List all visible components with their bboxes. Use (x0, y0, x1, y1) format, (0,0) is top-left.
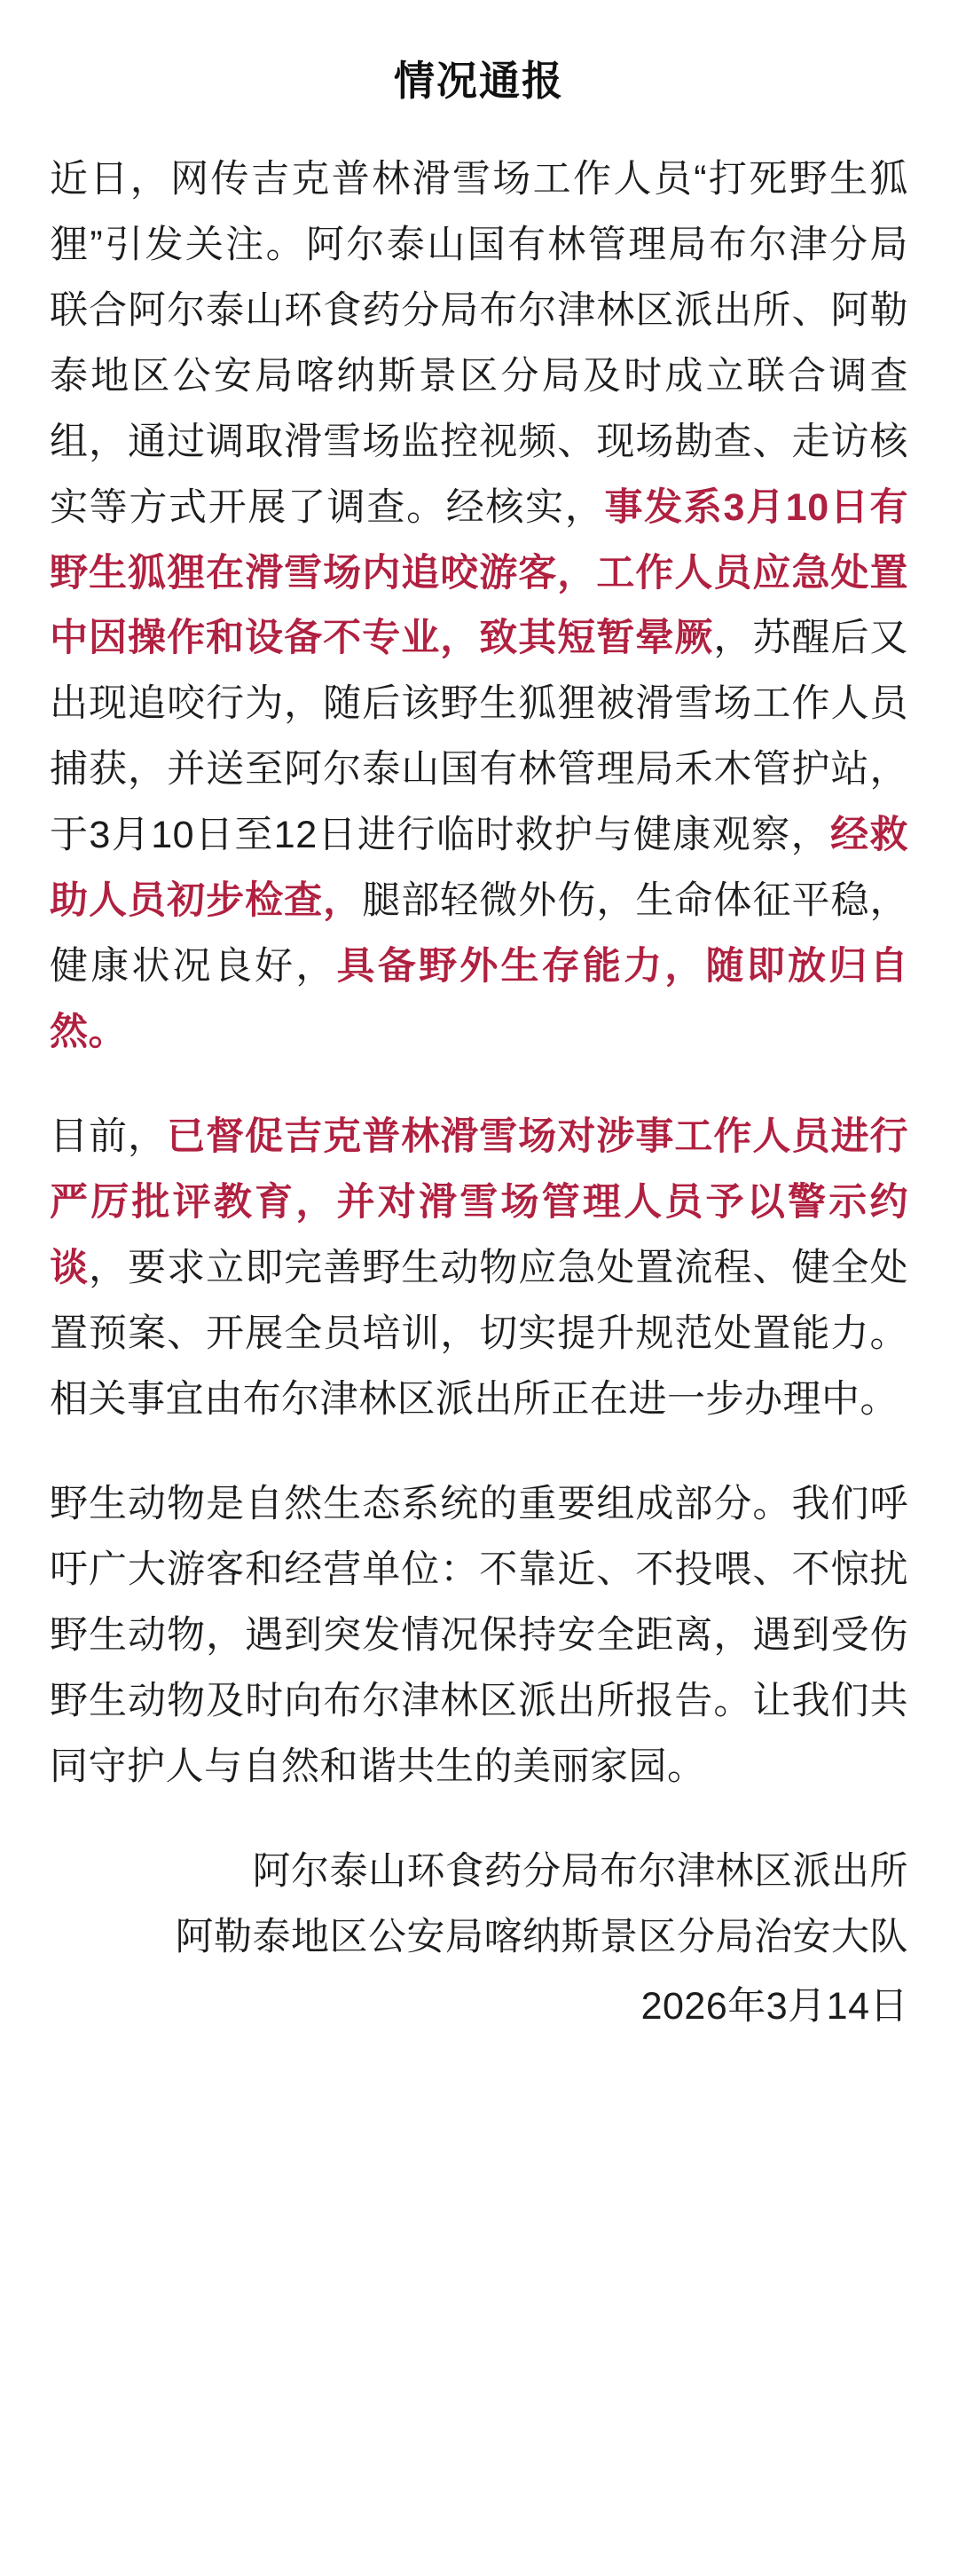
signature (50, 1839, 908, 2040)
text-run: 近日，网传吉克普林滑雪场工作人员“打死野生狐狸”引发关注。阿尔泰山国有林管理局布尔津分局联合阿尔泰山环食药分局布尔津林区派出所、阿勒泰地区公安局喀纳斯景区分局及时成立联合调查组，通过调取滑雪场监控视频、现场勘查、走访核实等方式开展了调查。经核实， (50, 157, 908, 529)
signature-line-1: 阿尔泰山环食药分局布尔津林区派出所 (252, 1849, 908, 1893)
signature-date: 2026年3月14日 (640, 1984, 908, 2028)
highlighted-text-run: 经救助人员初步检查， (50, 814, 909, 923)
text-run: 腿部轻微外伤，生命体征平稳，健康状况良好， (50, 879, 909, 989)
paragraph-3 (50, 1472, 908, 1800)
paragraph-1 (50, 147, 908, 1066)
text-run: 目前， (50, 1115, 168, 1159)
text-run: ，要求立即完善野生动物应急处置流程、健全处置预案、开展全员培训，切实提升规范处置能力。相关事宜由布尔津林区派出所正在进一步办理中。 (50, 1247, 909, 1421)
page-title: 情况通报 (394, 58, 564, 104)
highlighted-text-run: 事发系3月10日有野生狐狸在滑雪场内追咬游客，工作人员应急处置中因操作和设备不专业，致其短暂晕厥 (50, 485, 908, 660)
text-run: ，苏醒后又出现追咬行为，随后该野生狐狸被滑雪场工作人员捕获，并送至阿尔泰山国有林管理局禾木管护站，于3月10日至12日进行临时救护与健康观察， (50, 617, 909, 857)
signature-line-2: 阿勒泰地区公安局喀纳斯景区分局治安大队 (175, 1915, 908, 1958)
bottom-spacer (50, 2040, 908, 2067)
highlighted-text-run: 具备野外生存能力，随即放归自然。 (50, 945, 909, 1054)
text-run: 野生动物是自然生态系统的重要组成部分。我们呼吁广大游客和经营单位：不靠近、不投喂、不惊扰野生动物，遇到突发情况保持安全距离，遇到受伤野生动物及时向布尔津林区派出所报告。让我们共同守护人与自然和谐共生的美丽家园。 (50, 1482, 908, 1788)
highlighted-text-run: 已督促吉克普林滑雪场对涉事工作人员进行严厉批评教育，并对滑雪场管理人员予以警示约谈 (50, 1115, 909, 1290)
paragraph-2 (50, 1105, 908, 1433)
